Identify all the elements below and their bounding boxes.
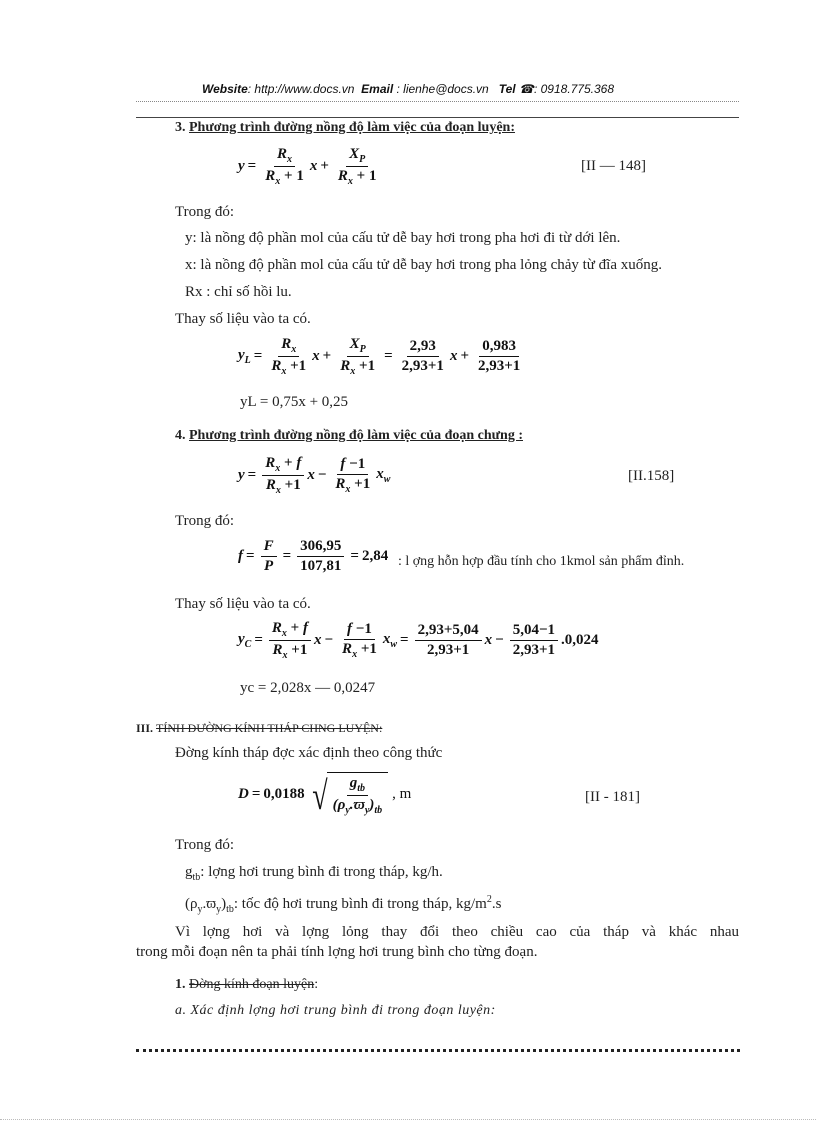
f-description: : l ợng hỗn hợp đầu tính cho 1kmol sản phẩm đỉnh.	[398, 554, 685, 569]
section-4-heading: 4. Phương trình đường nồng độ làm việc của đoạn chưng :	[175, 428, 523, 443]
email-value[interactable]: : lienhe@docs.vn	[396, 82, 489, 96]
g-definition: $g_{tb}$: lợng hơi trung bình đi trong tháp, kg/h.	[185, 864, 443, 883]
thay-so-lieu-2: Thay số liệu vào ta có.	[175, 596, 311, 612]
equation-stripping-substituted: $y_C$ = $\frac{R_x + f}{R_x +1}$ x − $\frac{f -1}{R_x +1}$ $x_w$ = $\frac{2,93+5,04}{2,93+1}$ x − $\frac{5,04-1}{2,93+1}$ .0,024	[238, 620, 599, 661]
tel-value: : 0918.775.368	[533, 82, 615, 96]
section-3-heading: 3. Phương trình đường nồng độ làm việc của đoạn luyện:	[175, 120, 515, 135]
rx-definition: Rx : chỉ số hồi lu.	[185, 284, 292, 300]
page-edge-rule	[0, 1119, 816, 1120]
equation-rectifying-substituted: $y_L$ = $\frac{R_x}{R_x +1}$ x + $\frac{X_P}{R_x +1}$ = $\frac{2,93}{2,93+1}$ x + $\frac{0,983}{2,93+1}$	[238, 336, 521, 377]
tel-label: Tel	[498, 82, 516, 96]
equation-rectifying-line: y = $\frac{R_x}{R_x + 1}$ x + $\frac{X_P}{R_x + 1}$	[238, 146, 377, 187]
y-definition: y: là nồng độ phần mol của cấu tử dễ bay hơi trong pha hơi đi từ dới lên.	[185, 230, 621, 246]
section-III-heading: III. TÍNH ĐƯỜNG KÍNH THÁP CHNG LUYỆN:	[136, 721, 383, 735]
footer-dotted-rule	[136, 1049, 740, 1052]
website-value[interactable]: : http://www.docs.vn	[247, 82, 355, 96]
header-dotted-rule	[136, 101, 739, 102]
paragraph-line-1: Vì lợng hơi và lợng lỏng thay đổi theo chiều cao của tháp và khác nhau	[175, 924, 739, 940]
email-label: Email	[361, 82, 394, 96]
website-label: Website	[201, 82, 248, 96]
section-III-title: TÍNH ĐƯỜNG KÍNH THÁP CHNG LUYỆN:	[156, 721, 383, 735]
section-4-title: Phương trình đường nồng độ làm việc của đoạn chưng :	[189, 428, 523, 443]
subsection-1-heading: 1. Đờng kính đoạn luyện:	[175, 977, 319, 992]
ref-ii-148: [II — 148]	[581, 158, 646, 174]
trong-do-2: Trong đó:	[175, 513, 235, 529]
ref-ii-181: [II - 181]	[585, 789, 640, 805]
equation-feed-ratio: f = $\frac{F}{P}$ = $\frac{306,95}{107,81}$ = 2,84	[238, 538, 389, 574]
subsection-1a: a. Xác định lợng hơi trung bình đi trong đoạn luyện:	[175, 1003, 496, 1018]
trong-do-3: Trong đó:	[175, 837, 235, 853]
section-3-title: Phương trình đường nồng độ làm việc của đoạn luyện:	[189, 120, 515, 135]
x-definition: x: là nồng độ phần mol của cấu tử dễ bay hơi trong pha lỏng chảy từ đĩa xuống.	[185, 257, 663, 273]
equation-diameter: D = 0,0188 √ $\frac{g_{tb}}{(\rho_y.ϖ_y)_{tb}}$ , m	[238, 773, 412, 818]
phone-icon: ☎	[519, 82, 534, 96]
equation-stripping-line: y = $\frac{R_x + f}{R_x +1}$ x − $\frac{f -1}{R_x +1}$ $x_w$	[238, 455, 391, 496]
result-yc: yc = 2,028x — 0,0247	[240, 680, 376, 696]
subsection-1-title: Đờng kính đoạn luyện	[189, 977, 315, 992]
rho-definition: $(\rho_y.ϖ_y)_{tb}$: tốc độ hơi trung bình đi trong tháp, $kg/m^2.s$	[185, 894, 502, 915]
result-yL: yL = 0,75x + 0,25	[240, 394, 349, 410]
diameter-intro: Đờng kính tháp đợc xác định theo công thức	[175, 745, 443, 761]
ref-ii-158: [II.158]	[628, 468, 675, 484]
header-rule	[136, 117, 739, 118]
page-header	[0, 82, 816, 96]
trong-do-1: Trong đó:	[175, 204, 235, 220]
thay-so-lieu-1: Thay số liệu vào ta có.	[175, 311, 311, 327]
paragraph-line-2: trong mỗi đoạn nên ta phải tính lợng hơi trung bình cho từng đoạn.	[136, 944, 538, 960]
